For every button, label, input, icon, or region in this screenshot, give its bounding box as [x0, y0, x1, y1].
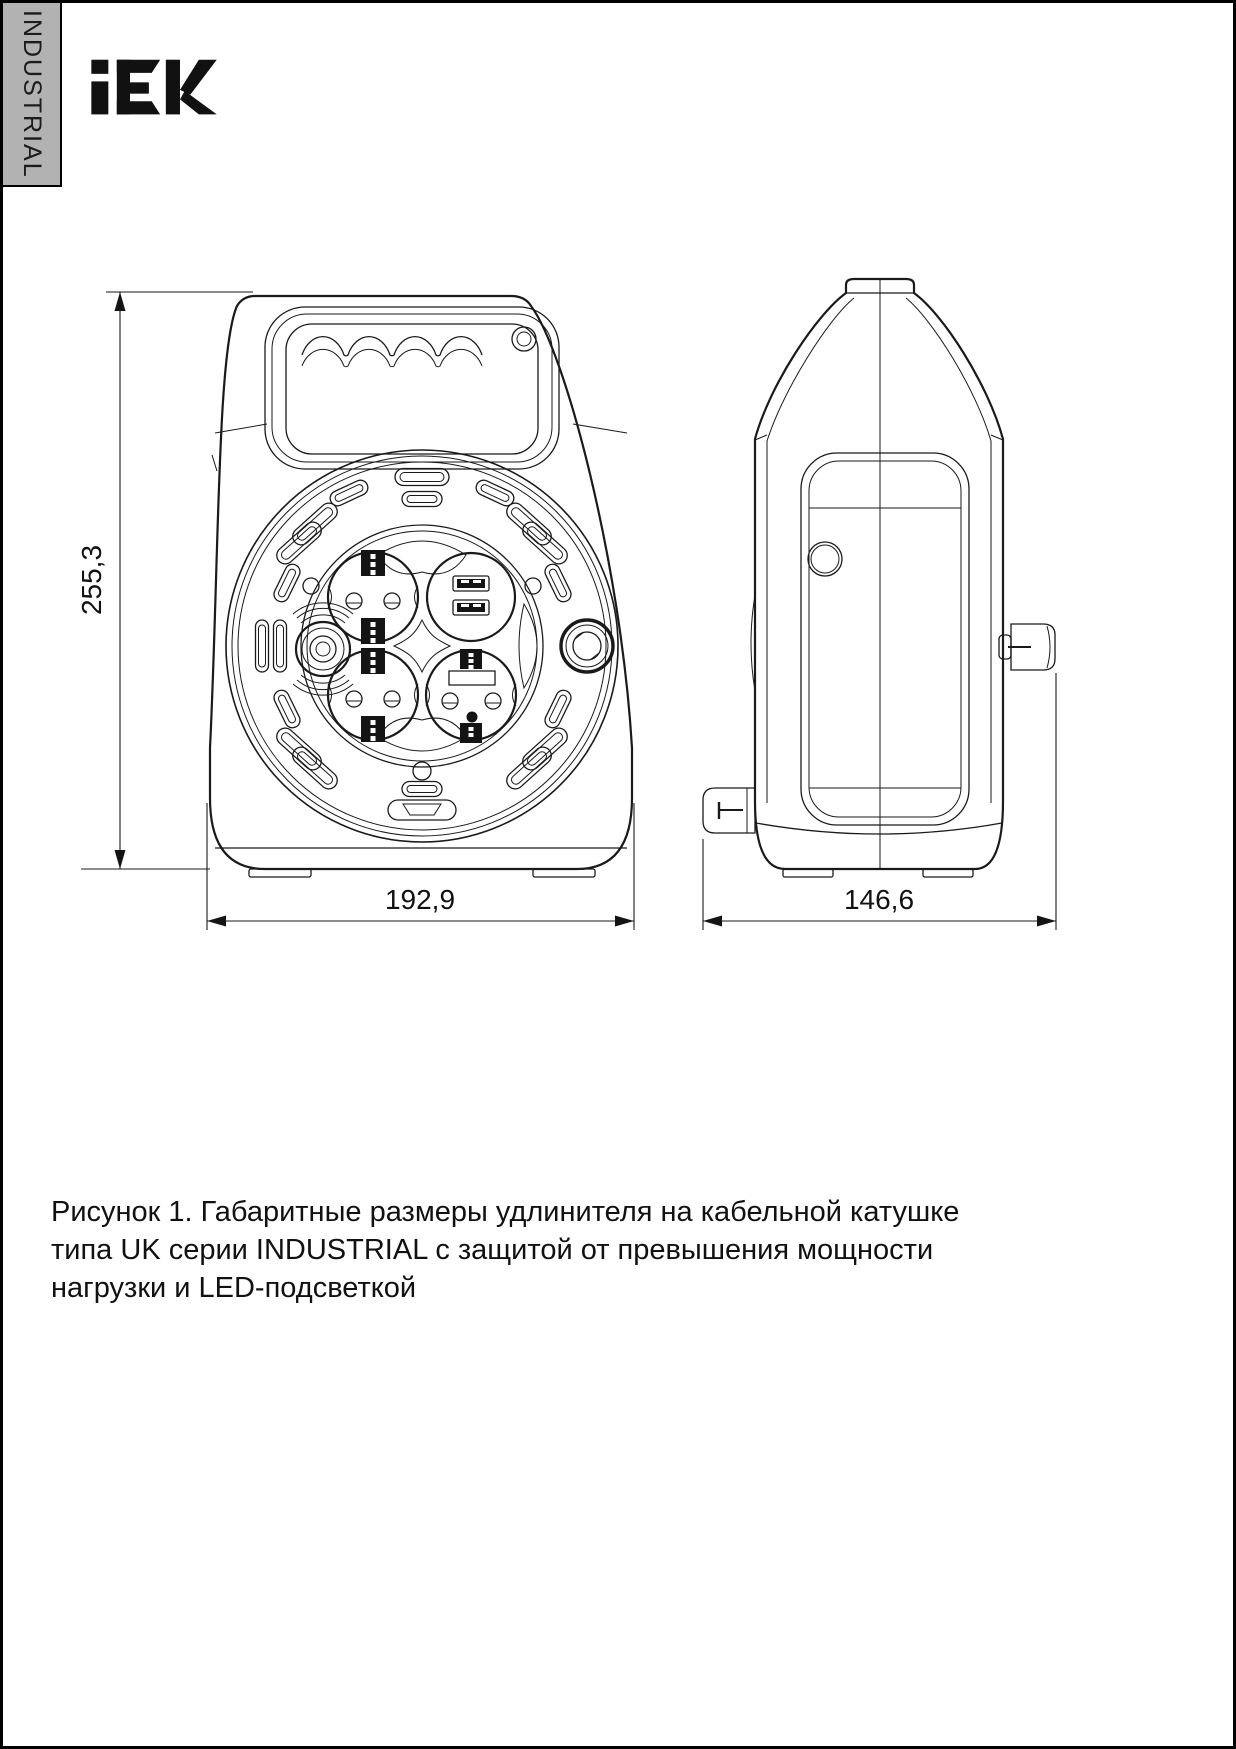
handle-ring-detail [512, 327, 536, 351]
hub-decor [378, 541, 537, 751]
plug-holder [703, 788, 755, 833]
reel-face [226, 450, 618, 842]
dimension-width-front [207, 803, 634, 930]
winder-knob [561, 620, 613, 672]
drum-side-panel [801, 453, 969, 825]
figure-caption [51, 1193, 1031, 1307]
schuko-socket-bottom-left [328, 648, 418, 742]
figure-drawing [3, 3, 1236, 1749]
caption-line: Рисунок 1. Габаритные размеры удлинителя на кабельной катушке [51, 1196, 960, 1228]
dim-width-side-label: 146,6 [843, 884, 915, 915]
crank-handle [999, 624, 1055, 670]
series-tab: INDUSTRIAL [3, 3, 62, 187]
reset-button [293, 603, 353, 695]
caption-line: типа UK серии INDUSTRIAL с защитой от превышения мощности [51, 1234, 934, 1266]
cable-clip [388, 782, 456, 821]
schuko-socket-with-led [426, 649, 516, 743]
side-hole [808, 542, 842, 576]
dimension-height [76, 292, 253, 869]
usb-socket [427, 553, 515, 641]
dim-height-label: 255,3 [76, 544, 107, 616]
carry-handle [265, 307, 559, 469]
handle-finger-grips [302, 337, 482, 367]
front-view [210, 296, 632, 877]
side-body-outline [751, 279, 1003, 877]
dim-width-front-label: 192,9 [384, 884, 456, 915]
caption-line: нагрузки и LED-подсветкой [51, 1272, 417, 1304]
side-view [703, 279, 1055, 877]
